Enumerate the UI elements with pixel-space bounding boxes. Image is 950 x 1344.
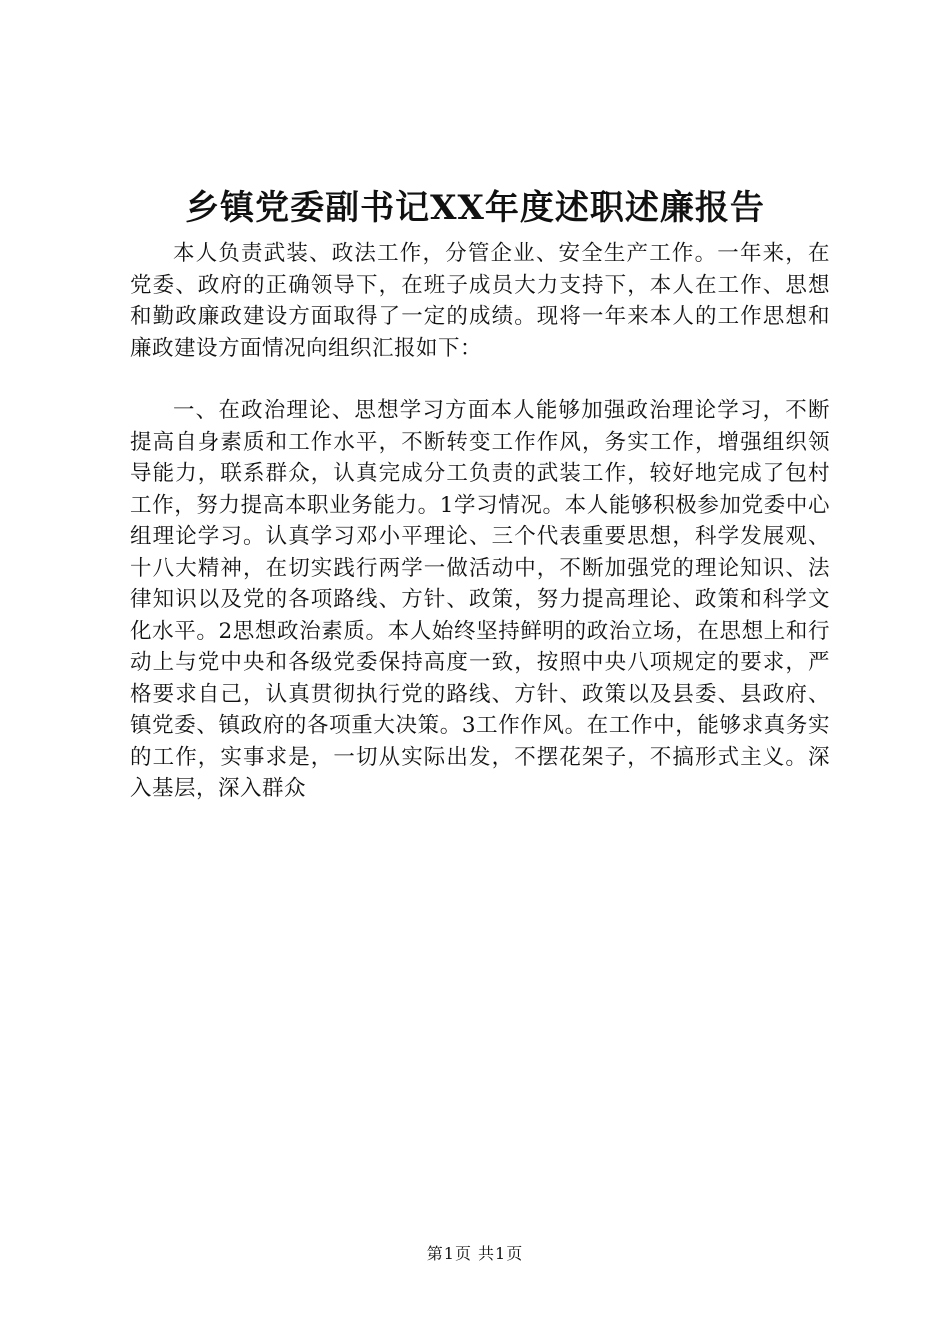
paragraph-political-theory: 一、在政治理论、思想学习方面本人能够加强政治理论学习，不断提高自身素质和工作水平，不断转变工作作风，务实工作，增强组织领导能力，联系群众，认真完成分工负责的武装工作，较好地完成了包村工作，努力提高本职业务能力。1学习情况。本人能够积极参加党委中心组理论学习。认真学习邓小平理论、三个代表重要思想，科学发展观、十八大精神，在切实践行两学一做活动中，不断加强党的理论知识、法律知识以及党的各项路线、方针、政策，努力提高理论、政策和科学文化水平。2思想政治素质。本人始终坚持鲜明的政治立场，在思想上和行动上与党中央和各级党委保持高度一致，按照中央八项规定的要求，严格要求自己，认真贯彻执行党的路线、方针、政策以及县委、县政府、镇党委、镇政府的各项重大决策。3工作作风。在工作中，能够求真务实的工作，实事求是，一切从实际出发，不摆花架子，不搞形式主义。深入基层，深入群众 xyxy=(130,398,830,801)
page-footer: 第1页 共1页 xyxy=(426,1244,524,1263)
document-title: 乡镇党委副书记XX年度述职述廉报告 xyxy=(185,188,765,228)
paragraph-intro: 本人负责武装、政法工作，分管企业、安全生产工作。一年来，在党委、政府的正确领导下，在班子成员大力支持下，本人在工作、思想和勤政廉政建设方面取得了一定的成绩。现将一年来本人的工作思想和廉政建设方面情况向组织汇报如下： xyxy=(130,241,830,361)
